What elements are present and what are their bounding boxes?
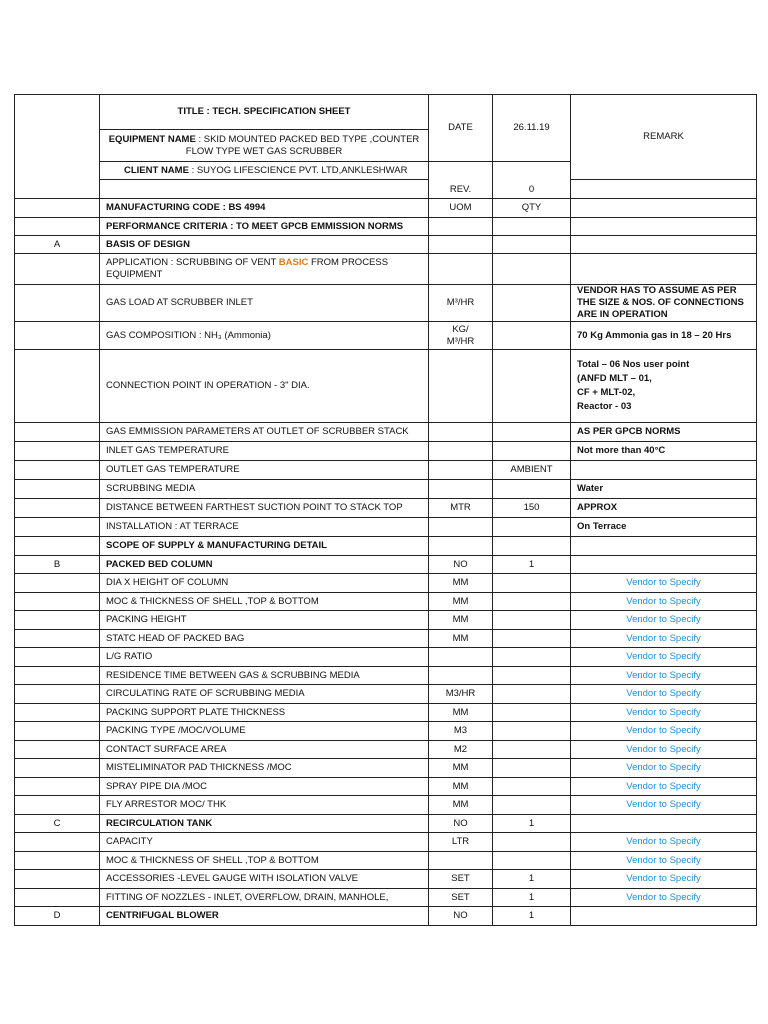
date-label: DATE [429,95,493,162]
blank [571,461,757,480]
blank [571,907,757,926]
blank [15,833,100,852]
connection-remark-line: CF + MLT-02, [577,387,636,398]
blank [15,285,100,322]
blank [15,759,100,778]
equipment-label: EQUIPMENT NAME [108,133,196,145]
section-d-qty: 1 [493,907,571,926]
blank [15,461,100,480]
blank [493,480,571,499]
header-blank-cell [15,95,100,199]
blank [493,350,571,423]
section-b-title: PACKED BED COLUMN [100,556,429,574]
blank [15,722,100,741]
blank [15,518,100,537]
client-label: CLIENT NAME [124,164,189,176]
spec-label: MOC & THICKNESS OF SHELL ,TOP & BOTTOM [100,593,429,611]
blank [493,574,571,593]
scrubbing-media-label: SCRUBBING MEDIA [100,480,429,499]
blank [493,254,571,285]
application-highlight: BASIC [278,257,309,268]
blank [493,630,571,648]
blank [15,704,100,722]
blank [493,593,571,611]
connection-remark-line: Reactor - 03 [577,401,632,412]
blank [493,741,571,759]
spec-qty: 1 [493,889,571,907]
blank [15,218,100,236]
blank [429,254,493,285]
blank [493,704,571,722]
spec-remark: Vendor to Specify [571,630,757,648]
blank [493,759,571,778]
spec-remark: Vendor to Specify [571,889,757,907]
spec-uom: MM [429,796,493,815]
blank [493,722,571,741]
spec-uom: MM [429,778,493,796]
section-b-qty: 1 [493,556,571,574]
spec-uom: M2 [429,741,493,759]
blank [571,236,757,254]
blank [493,796,571,815]
spec-uom: MM [429,630,493,648]
blank [15,630,100,648]
blank [571,556,757,574]
spec-remark: Vendor to Specify [571,870,757,889]
blank [15,350,100,423]
blank [15,254,100,285]
blank [15,685,100,704]
scope-heading: SCOPE OF SUPPLY & MANUFACTURING DETAIL [100,537,429,556]
sheet-title: TITLE : TECH. SPECIFICATION SHEET [100,95,429,130]
spec-uom [429,648,493,667]
blank [493,285,571,322]
blank [15,796,100,815]
spec-uom [429,852,493,870]
blank [493,442,571,461]
blank [15,442,100,461]
application-text: APPLICATION : SCRUBBING OF VENT [106,257,279,268]
blank [493,685,571,704]
blank [429,350,493,423]
section-c-letter: C [15,815,100,833]
connection-point-remark [571,350,757,423]
spec-qty [493,852,571,870]
gas-composition-uom-line2: M³/HR [446,335,475,347]
blank [493,322,571,350]
blank [15,778,100,796]
blank [429,236,493,254]
client-value: : SUYOG LIFESCIENCE PVT. LTD,ANKLESHWAR [191,164,408,176]
spec-remark: Vendor to Specify [571,796,757,815]
spec-label: CONTACT SURFACE AREA [100,741,429,759]
blank [15,611,100,630]
gas-load-label: GAS LOAD AT SCRUBBER INLET [100,285,429,322]
blank [429,442,493,461]
rev-label: REV. [429,162,493,199]
spec-label: DIA X HEIGHT OF COLUMN [100,574,429,593]
remark-header: REMARK [571,95,757,180]
spec-qty: 1 [493,870,571,889]
section-c-qty: 1 [493,815,571,833]
spec-uom: MM [429,704,493,722]
spec-remark: Vendor to Specify [571,704,757,722]
spec-remark: Vendor to Specify [571,722,757,741]
spec-uom: MM [429,574,493,593]
blank [15,593,100,611]
blank [15,480,100,499]
header-blank-row [100,180,429,199]
spec-uom: LTR [429,833,493,852]
section-c-uom: NO [429,815,493,833]
gas-composition-label: GAS COMPOSITION : NH₃ (Ammonia) [100,322,429,350]
spec-label: STATC HEAD OF PACKED BAG [100,630,429,648]
blank [429,218,493,236]
blank [429,518,493,537]
blank [571,537,757,556]
blank [493,218,571,236]
section-b-uom: NO [429,556,493,574]
section-d-letter: D [15,907,100,926]
gas-composition-uom-line1: KG/ [452,323,469,335]
gas-composition-remark: 70 Kg Ammonia gas in 18 – 20 Hrs [571,322,757,350]
distance-uom: MTR [429,499,493,518]
client-name [100,162,429,180]
spec-uom [429,667,493,685]
spec-label: PACKING TYPE /MOC/VOLUME [100,722,429,741]
emission-label: GAS EMMISSION PARAMETERS AT OUTLET OF SCRUBBER STACK [100,423,429,442]
section-c-title: RECIRCULATION TANK [100,815,429,833]
spec-remark: Vendor to Specify [571,574,757,593]
gas-load-uom: M³/HR [429,285,493,322]
rev-value: 0 [493,162,571,199]
connection-remark-line: Total – 06 Nos user point [577,359,690,370]
blank [493,423,571,442]
spec-uom: SET [429,889,493,907]
application-text-end: FROM PROCESS EQUIPMENT [106,257,389,280]
inlet-temp-remark: Not more than 40°C [571,442,757,461]
section-b-letter: B [15,556,100,574]
spec-remark: Vendor to Specify [571,593,757,611]
remark-blank [571,180,757,199]
spec-label: FLY ARRESTOR MOC/ THK [100,796,429,815]
spec-label: RESIDENCE TIME BETWEEN GAS & SCRUBBING MEDIA [100,667,429,685]
blank [493,778,571,796]
spec-remark: Vendor to Specify [571,778,757,796]
installation-label: INSTALLATION : AT TERRACE [100,518,429,537]
distance-qty: 150 [493,499,571,518]
spec-uom: M3 [429,722,493,741]
spec-label: MISTELIMINATOR PAD THICKNESS /MOC [100,759,429,778]
section-d-title: CENTRIFUGAL BLOWER [100,907,429,926]
blank [571,254,757,285]
section-d-uom: NO [429,907,493,926]
blank [571,199,757,218]
spec-remark: Vendor to Specify [571,611,757,630]
blank [15,423,100,442]
date-value: 26.11.19 [493,95,571,162]
blank [493,236,571,254]
spec-label: PACKING HEIGHT [100,611,429,630]
blank [429,537,493,556]
spec-label: L/G RATIO [100,648,429,667]
blank [15,741,100,759]
qty-header: QTY [493,199,571,218]
gas-load-remark: VENDOR HAS TO ASSUME AS PER THE SIZE & NOS. OF CONNECTIONS ARE IN OPERATION [571,285,757,322]
scrubbing-media-remark: Water [571,480,757,499]
spec-label: MOC & THICKNESS OF SHELL ,TOP & BOTTOM [100,852,429,870]
blank [429,480,493,499]
spec-remark: Vendor to Specify [571,833,757,852]
blank [493,518,571,537]
spec-label: SPRAY PIPE DIA /MOC [100,778,429,796]
blank [15,574,100,593]
manufacturing-code: MANUFACTURING CODE : BS 4994 [100,199,429,218]
blank [493,611,571,630]
spec-remark: Vendor to Specify [571,648,757,667]
performance-criteria: PERFORMANCE CRITERIA : TO MEET GPCB EMMISSION NORMS [100,218,429,236]
blank [15,870,100,889]
spec-remark: Vendor to Specify [571,741,757,759]
blank [15,499,100,518]
blank [15,648,100,667]
spec-remark: Vendor to Specify [571,759,757,778]
blank [493,667,571,685]
blank [15,322,100,350]
spec-uom: M3/HR [429,685,493,704]
section-a-letter: A [15,236,100,254]
blank [571,218,757,236]
emission-remark: AS PER GPCB NORMS [571,423,757,442]
blank [493,537,571,556]
spec-label: PACKING SUPPORT PLATE THICKNESS [100,704,429,722]
spec-label: CIRCULATING RATE OF SCRUBBING MEDIA [100,685,429,704]
distance-label: DISTANCE BETWEEN FARTHEST SUCTION POINT TO STACK TOP [100,499,429,518]
installation-remark: On Terrace [571,518,757,537]
equipment-name [100,130,429,162]
spec-remark: Vendor to Specify [571,852,757,870]
blank [493,648,571,667]
spec-label: CAPACITY [100,833,429,852]
spec-label: ACCESSORIES -LEVEL GAUGE WITH ISOLATION VALVE [100,870,429,889]
spec-label: FITTING OF NOZZLES - INLET, OVERFLOW, DRAIN, MANHOLE, [100,889,429,907]
uom-header: UOM [429,199,493,218]
connection-point-label: CONNECTION POINT IN OPERATION - 3" DIA. [100,350,429,423]
blank [15,852,100,870]
gas-composition-uom [429,322,493,350]
section-a-title: BASIS OF DESIGN [100,236,429,254]
blank [15,537,100,556]
outlet-temp-label: OUTLET GAS TEMPERATURE [100,461,429,480]
blank [15,667,100,685]
spec-remark: Vendor to Specify [571,685,757,704]
spec-uom: MM [429,611,493,630]
distance-remark: APPROX [571,499,757,518]
blank [15,889,100,907]
connection-remark-line: (ANFD MLT – 01, [577,373,652,384]
spec-uom: MM [429,593,493,611]
spec-remark: Vendor to Specify [571,667,757,685]
blank [429,461,493,480]
spec-qty [493,833,571,852]
spec-sheet-table [14,94,757,926]
spec-uom: MM [429,759,493,778]
blank [15,199,100,218]
blank [429,423,493,442]
outlet-temp-qty: AMBIENT [493,461,571,480]
spec-uom: SET [429,870,493,889]
inlet-temp-label: INLET GAS TEMPERATURE [100,442,429,461]
application-row [100,254,429,285]
blank [571,815,757,833]
equipment-value: : SKID MOUNTED PACKED BED TYPE ,COUNTER FLOW TYPE WET GAS SCRUBBER [185,133,420,157]
